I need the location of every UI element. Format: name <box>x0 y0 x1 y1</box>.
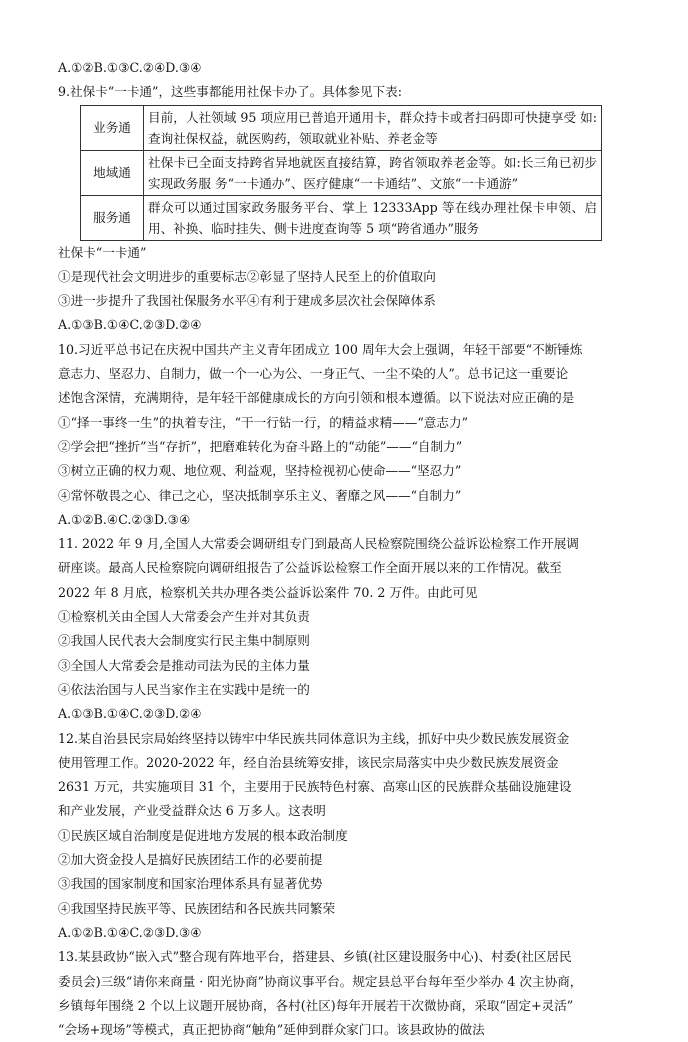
q9-item: ③进一步提升了我国社保服务水平④有利于建成多层次社会保障体系 <box>58 293 436 309</box>
q10-stem-line: 意志力、坚忍力、自制力，做一个一心为公、一身正气、一尘不染的人”。总书记这一重要论 <box>58 366 569 382</box>
table-row-text: 社保卡已全面支持跨省异地就医直接结算，跨省领取养老金等。如:长三角已初步实现政务服 务“一卡通办”、医疗健康“一卡通结”、文旅“一卡通游” <box>144 150 602 195</box>
q11-stem-line: 研座谈。最高人民检察院向调研组报告了公益诉讼检察工作全面开展以来的工作情况。截至 <box>58 560 562 576</box>
q8-options: A.①②B.①③C.②④D.③④ <box>58 60 202 75</box>
q9-item: ①是现代社会文明进步的重要标志②彰显了坚持人民至上的价值取向 <box>58 268 436 284</box>
q12-stem-line: 12.某自治县民宗局始终坚持以铸牢中华民族共同体意识为主线，抓好中央少数民族发展资金 <box>58 730 570 746</box>
q10-item: ④常怀敬畏之心、律己之心，坚决抵制享乐主义、奢靡之风——“自制力” <box>58 487 462 503</box>
q12-item: ④我国坚持民族平等、民族团结和各民族共同繁荣 <box>58 900 336 916</box>
q12-item: ①民族区域自治制度是促进地方发展的根本政治制度 <box>58 827 348 843</box>
q12-stem-line: 和产业发展，产业受益群众达 6 万多人。这表明 <box>58 803 326 819</box>
q9-lead: 社保卡“一卡通” <box>58 244 147 260</box>
q10-stem-line: 述饱含深情，充满期待，是年轻干部健康成长的方向引领和根本遵循。以下说法对应正确的是 <box>58 390 575 406</box>
q10-options: A.①②B.④C.②③D.③④ <box>58 511 191 527</box>
q11-item: ①检察机关由全国人大常委会产生并对其负责 <box>58 609 310 625</box>
q10-stem-line: 10.习近平总书记在庆祝中国共产主义青年团成立 100 周年大会上强调，年轻干部要“不断锤炼 <box>58 341 583 357</box>
q13-stem-line: 13.某县政协“嵌入式”整合现有阵地平台，搭建县、乡镇(社区建设服务中心)、村委(社区居民 <box>58 949 572 965</box>
q11-item: ②我国人民代表大会制度实行民主集中制原则 <box>58 633 310 649</box>
q11-options: A.①③B.①④C.②③D.②④ <box>58 706 202 722</box>
table-row <box>81 150 602 195</box>
table-row <box>81 105 602 150</box>
table-row <box>81 195 602 240</box>
table-row-text: 群众可以通过国家政务服务平台、掌上 12333App 等在线办理社保卡申领、启用、补换、临时挂失、侧卡进度查询等 5 项“跨省通办”服务 <box>144 195 602 240</box>
table-row-label: 服务通 <box>81 195 144 240</box>
q10-item: ③树立正确的权力观、地位观、利益观，坚持检视初心使命——“坚忍力” <box>58 463 462 479</box>
q9-table <box>80 105 602 241</box>
q10-item: ①“择一事终一生”的执着专注，“干一行钻一行，的精益求精——“意志力” <box>58 414 469 430</box>
q11-item: ③全国人大常委会是推动司法为民的主体力量 <box>58 657 310 673</box>
q11-stem-line: 2022 年 8 月底，检察机关共办理各类公益诉讼案件 70. 2 万件。由此可见 <box>58 584 478 600</box>
table-row-text: 目前，人社领域 95 项应用已普追开通用卡，群众持卡或者扫码即可快捷享受 如:查询社保权益，就医购药，领取就业补贴、养老金等 <box>144 105 602 150</box>
q11-stem-line: 11. 2022 年 9 月,全国人大常委会调研组专门到最高人民检察院围绕公益诉讼检察工作开展调 <box>58 536 579 552</box>
q13-stem-line: 乡镇每年围绕 2 个以上议题开展协商，各村(社区)每年开展若干次微协商，采取“固定+灵活” <box>58 997 574 1013</box>
table-row-label: 地域通 <box>81 150 144 195</box>
q12-item: ②加大资金投人是搞好民族团结工作的必要前提 <box>58 852 323 868</box>
q9-options: A.①③B.①④C.②③D.②④ <box>58 317 202 333</box>
q12-stem-line: 使用管理工作。2020-2022 年，经自治县统筹安排，该民宗局落实中央少数民族发展资金 <box>58 754 559 770</box>
q9-stem: 9.社保卡“一卡通”，这些事都能用社保卡办了。具体参见下表: <box>58 84 402 100</box>
q13-stem-line: “会场+现场”等模式，真正把协商“触角”延伸到群众家门口。该县政协的做法 <box>58 1022 485 1038</box>
exam-page <box>58 56 658 1042</box>
q10-item: ②学会把“挫折”当“存折”，把磨难转化为奋斗路上的“动能”——“自制力” <box>58 438 463 454</box>
table-row-label: 业务通 <box>81 105 144 150</box>
q12-options: A.①②B.①④C.②③D.③④ <box>58 924 202 940</box>
q13-stem-line: 委员会)三级“请你来商量 · 阳光协商”协商议事平台。规定县总平台每年至少举办 4 次主协商， <box>58 973 583 989</box>
q12-stem-line: 2631 万元，共实施项目 31 个，主要用于民族特色村寨、高寒山区的民族群众基础设施建设 <box>58 779 572 795</box>
q11-item: ④依法治国与人民当家作主在实践中是统一的 <box>58 681 310 697</box>
q12-item: ③我国的国家制度和国家治理体系具有显著优势 <box>58 876 323 892</box>
